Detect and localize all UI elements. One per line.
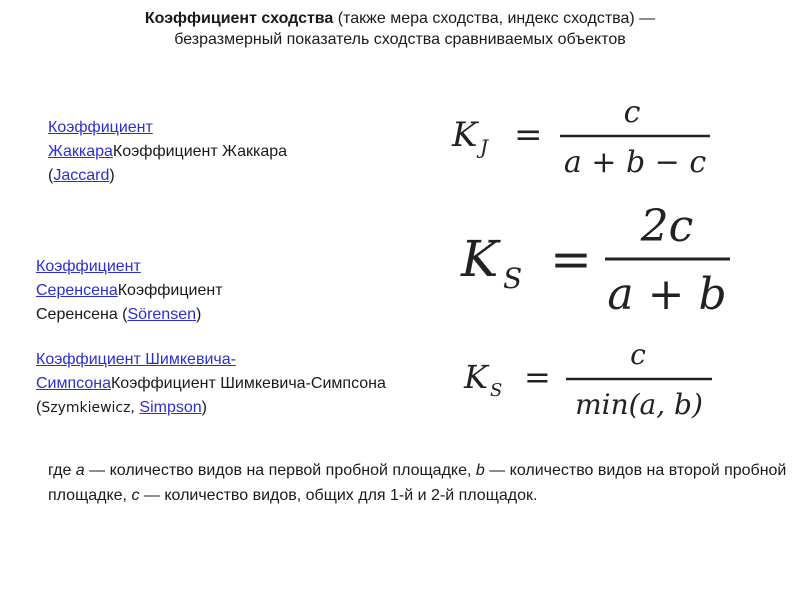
sorensen-formula-denominator: a + b [607,269,727,320]
foot-part4: — количество видов, общих для 1-й и 2-й площадок. [139,487,538,504]
jaccard-formula-svg [448,92,728,187]
sorensen-description [36,255,286,327]
sorensen-formula-numerator: 2c [640,201,694,252]
foot-var-b: b [475,462,485,479]
sorensen-formula-sub: S [503,262,523,295]
simpson-latin-names: Szymkiewicz, [41,400,140,416]
sorensen-formula-lhs: K [461,230,499,288]
foot-var-c: с [131,487,140,504]
simpson-formula-lhs: K [464,358,488,396]
simpson-text: Коэффициент Шимкевича-Симпсона ( [36,375,386,416]
simpson-text-end: ) [201,399,207,416]
simpson-formula-eq: = [524,358,551,396]
simpson-description [36,348,386,420]
jaccard-formula-denominator: a + b − c [563,145,707,180]
foot-part2: — количество видов на первой пробной площадке, [84,462,476,479]
foot-part1: где [48,462,76,479]
jaccard-english-link[interactable]: Jaccard [53,167,110,184]
title-line2: безразмерный показатель сходства сравниваемых объектов [174,31,626,48]
simpson-formula-denominator: min(a, b) [575,388,703,421]
jaccard-text-end: ) [109,167,115,184]
foot-part3: — количество видов на второй пробной площадке, [48,462,787,504]
page-title [70,8,730,50]
title-term: Коэффициент сходства [144,10,334,27]
jaccard-text: Коэффициент Жаккара ( [48,143,288,184]
jaccard-link[interactable]: Коэффициент Жаккара [48,119,153,160]
sorensen-link[interactable]: Коэффициент Серенсена [36,258,141,299]
sorensen-formula-eq: = [550,230,592,288]
title-rest: (также мера сходства, индекс сходства) — [333,10,656,27]
jaccard-formula [448,92,728,191]
jaccard-description [48,116,288,188]
jaccard-formula-lhs: K [452,115,478,155]
foot-var-a: а [75,462,85,479]
simpson-formula-sub: S [490,380,503,401]
jaccard-formula-numerator: c [623,95,641,130]
jaccard-formula-eq: = [514,115,543,155]
sorensen-formula [455,196,755,330]
sorensen-text: Коэффициент Серенсена ( [36,282,223,323]
simpson-english-link[interactable]: Simpson [139,399,202,416]
simpson-formula [462,338,732,437]
simpson-link[interactable]: Коэффициент Шимкевича-Симпсона [36,351,236,392]
variables-explanation [48,458,793,508]
simpson-formula-svg [462,338,732,433]
sorensen-english-link[interactable]: Sörensen [127,306,196,323]
sorensen-text-end: ) [196,306,202,323]
simpson-formula-numerator: c [630,338,646,371]
jaccard-formula-sub: J [480,135,489,159]
sorensen-formula-svg [455,196,755,326]
